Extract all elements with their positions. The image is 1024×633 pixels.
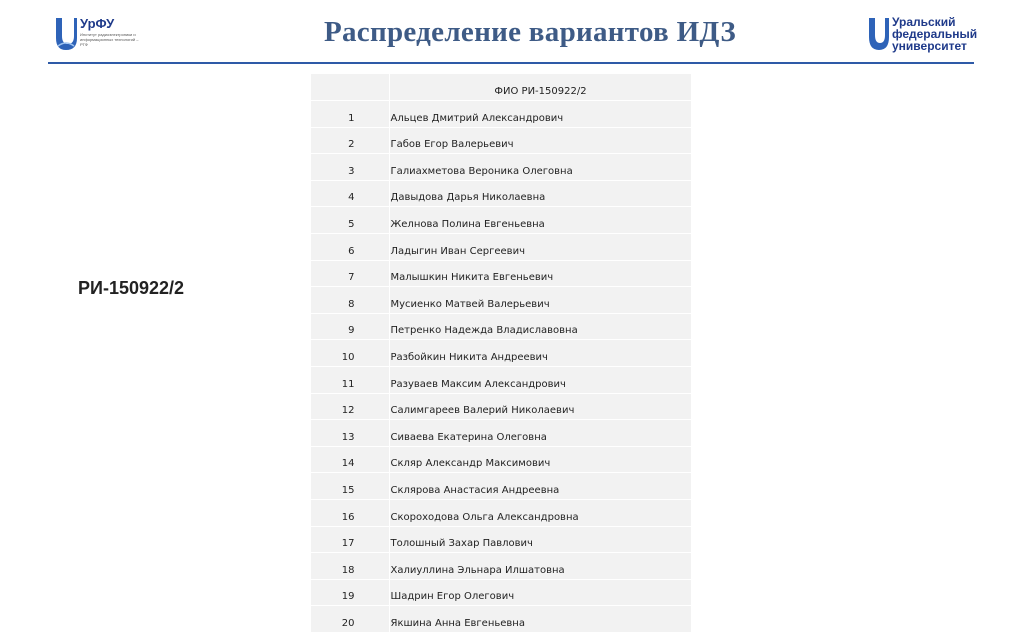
row-number: 19 [311,579,389,606]
row-number: 6 [311,233,389,260]
logo-subtitle: Институт радиоэлектроники и информационных технологий – РТФ [80,32,139,47]
student-name: Галиахметова Вероника Олеговна [389,154,691,181]
student-name: Габов Егор Валерьевич [389,127,691,154]
row-number: 8 [311,287,389,314]
student-name: Альцев Дмитрий Александрович [389,101,691,128]
row-number: 17 [311,526,389,553]
logo-brand-text: УрФУ [80,16,115,31]
table-row [311,606,691,633]
table-header-row [311,74,691,101]
row-number: 13 [311,420,389,447]
table-row [311,526,691,553]
variants-table [311,74,691,633]
student-name: Разбойкин Никита Андреевич [389,340,691,367]
row-number: 16 [311,499,389,526]
logo-line-3: университет [892,39,967,53]
row-number: 2 [311,127,389,154]
header-name-cell: ФИО РИ-150922/2 [389,74,691,101]
header-num-cell [311,74,389,101]
table-row [311,340,691,367]
table-row [311,287,691,314]
student-name: Скляр Александр Максимович [389,446,691,473]
logo-line-2: федеральный [892,27,978,41]
table-row [311,420,691,447]
student-name: Якшина Анна Евгеньевна [389,606,691,633]
table-row [311,127,691,154]
student-name: Салимгареев Валерий Николаевич [389,393,691,420]
student-name: Мусиенко Матвей Валерьевич [389,287,691,314]
student-name: Сиваева Екатерина Олеговна [389,420,691,447]
table-row [311,101,691,128]
student-name: Давыдова Дарья Николаевна [389,180,691,207]
table-row [311,366,691,393]
student-name: Халиуллина Эльнара Илшатовна [389,553,691,580]
row-number: 1 [311,101,389,128]
table-row [311,233,691,260]
table-row [311,207,691,234]
row-number: 11 [311,366,389,393]
row-number: 20 [311,606,389,633]
table-row [311,579,691,606]
group-label: РИ-150922/2 [78,278,185,298]
table-row [311,180,691,207]
table-row [311,446,691,473]
table-row [311,499,691,526]
row-number: 4 [311,180,389,207]
urfu-emblem-icon [868,17,890,51]
student-name: Склярова Анастасия Андреевна [389,473,691,500]
student-name: Шадрин Егор Олегович [389,579,691,606]
student-name: Разуваев Максим Александрович [389,366,691,393]
row-number: 3 [311,154,389,181]
student-name: Желнова Полина Евгеньевна [389,207,691,234]
table-row [311,154,691,181]
student-name: Ладыгин Иван Сергеевич [389,233,691,260]
table-row [311,393,691,420]
student-name: Скороходова Ольга Александровна [389,499,691,526]
row-number: 18 [311,553,389,580]
student-name: Толошный Захар Павлович [389,526,691,553]
page-title: Распределение вариантов ИДЗ [323,16,737,48]
table-row [311,553,691,580]
row-number: 5 [311,207,389,234]
row-number: 10 [311,340,389,367]
row-number: 12 [311,393,389,420]
table-row [311,260,691,287]
row-number: 14 [311,446,389,473]
logo-line-1: Уральский [892,15,956,29]
row-number: 7 [311,260,389,287]
row-number: 9 [311,313,389,340]
student-name: Малышкин Никита Евгеньевич [389,260,691,287]
table-row [311,313,691,340]
header-divider [48,62,974,64]
row-number: 15 [311,473,389,500]
urfu-logo [868,16,988,56]
table-row [311,473,691,500]
student-name: Петренко Надежда Владиславовна [389,313,691,340]
